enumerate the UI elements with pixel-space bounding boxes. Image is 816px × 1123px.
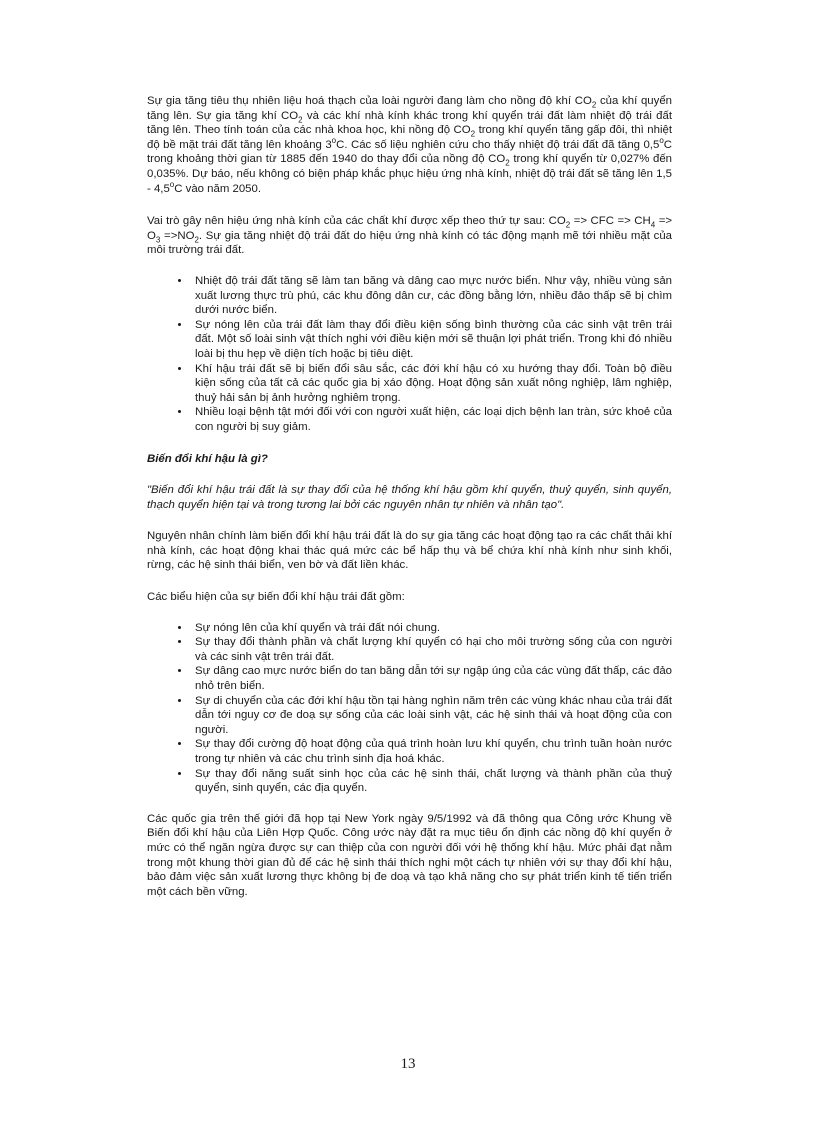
list-item: • Nhiệt độ trái đất tăng sẽ làm tan băng và dâng cao mực nước biển. Như vậy, nhiều vùng sản xuất lương thực trù phú, các khu đông dân cư, các đồng bằng lớn, nhiều đảo thấp sẽ bị chìm dưới nước biển. (191, 274, 672, 318)
list-item: • Sự thay đổi thành phần và chất lượng khí quyển có hại cho môi trường sống của con người và các sinh vật trên trái đất. (191, 635, 672, 664)
list-item: • Sự thay đổi cường độ hoạt động của quá trình hoàn lưu khí quyển, chu trình tuần hoàn nước trong tự nhiên và các chu trình sinh địa hoá khác. (191, 737, 672, 766)
paragraph-greenhouse-gases: Vai trò gây nên hiệu ứng nhà kính của các chất khí được xếp theo thứ tự sau: $CO_2$ => CFC => $CH_4 => O_3 =>NO_2$. Sự gia tăng nhiệt độ trái đất do hiệu ứng nhà kính có tác động mạnh mẽ tới nhiều mặt của môi trường trái đất. (147, 215, 672, 257)
list-item: • Nhiều loại bệnh tật mới đối với con người xuất hiện, các loại dịch bệnh lan tràn, sức khoẻ của con người bị suy giảm. (191, 405, 672, 434)
paragraph-cause: Nguyên nhân chính làm biến đổi khí hậu trái đất là do sự gia tăng các hoạt động tạo ra các chất thải khí nhà kính, các hoạt động khai thác quá mức các bể hấp thụ và bể chứa khí nhà kính như sinh khối, rừng, các hệ sinh thái biển, ven bờ và đất liền khác. (147, 530, 672, 572)
list-item: • Khí hậu trái đất sẽ bị biến đổi sâu sắc, các đới khí hậu có xu hướng thay đổi. Toàn bộ điều kiện sống của tất cả các quốc gia bị xáo động. Hoạt động sản xuất nông nghiệp, lâm nghiệp, thuỷ hải sản bị ảnh hưởng nghiêm trọng. (191, 362, 672, 406)
list-item: • Sự thay đổi năng suất sinh học của các hệ sinh thái, chất lượng và thành phần của thuỷ quyển, sinh quyển, các địa quyển. (191, 767, 672, 796)
list-item: • Sự nóng lên của khí quyển và trái đất nói chung. (191, 621, 672, 636)
impacts-list (147, 274, 672, 435)
document-body (147, 94, 672, 917)
section-heading: Biến đổi khí hậu là gì? (147, 453, 268, 466)
paragraph-co2-increase: Sự gia tăng tiêu thụ nhiên liệu hoá thạch của loài người đang làm cho nồng độ khí $CO_2$ của khí quyển tăng lên. Sự gia tăng khí $CO_2$ và các khí nhà kính khác trong khí quyển trái đất làm nhiệt độ trái đất tăng lên. Theo tính toán của các nhà khoa học, khi nồng độ $CO_2$ trong khí quyển tăng gấp đôi, thì nhiệt độ bề mặt trái đất tăng lên khoảng 3$^o$C. Các số liệu nghiên cứu cho thấy nhiệt độ trái đất đã tăng 0,5$^o$C trong khoảng thời gian từ 1885 đến 1940 do thay đổi của nồng độ $CO_2$ trong khí quyển từ 0,027% đến 0,035%. Dự báo, nếu không có biện pháp khắc phục hiệu ứng nhà kính, nhiệt độ trái đất sẽ tăng lên 1,5 - 4,5$^o$C vào năm 2050. (147, 95, 673, 195)
list-item: • Sự dâng cao mực nước biển do tan băng dẫn tới sự ngập úng của các vùng đất thấp, các đảo nhỏ trên biển. (191, 664, 672, 693)
list-item: • Sự di chuyển của các đới khí hậu tồn tại hàng nghìn năm trên các vùng khác nhau của trái đất dẫn tới nguy cơ đe doạ sự sống của các loài sinh vật, các hệ sinh thái và hoạt động của con người. (191, 694, 672, 738)
paragraph-manifestations-intro: Các biểu hiện của sự biến đổi khí hậu trái đất gồm: (147, 591, 405, 604)
definition-quote: "Biến đổi khí hậu trái đất là sự thay đổi của hệ thống khí hậu gồm khí quyển, thuỷ quyển, sinh quyển, thạch quyển hiện tại và trong tương lai bởi các nguyên nhân tự nhiên và nhân tạo". (147, 484, 672, 511)
paragraph-convention: Các quốc gia trên thế giới đã họp tại New York ngày 9/5/1992 và đã thông qua Công ước Khung về Biến đổi khí hậu của Liên Hợp Quốc. Công ước này đặt ra mục tiêu ổn định các nồng độ khí quyển ở mức có thể ngăn ngừa được sự can thiệp của con người đối với hệ thống khí hậu. Mức phải đạt nằm trong một khung thời gian đủ để các hệ sinh thái thích nghi một cách tự nhiên với sự thay đổi khí hậu, bảo đảm việc sản xuất lương thực không bị đe doạ và tạo khả năng cho sự phát triển kinh tế tiến triển một cách bền vững. (147, 812, 672, 898)
list-item: • Sự nóng lên của trái đất làm thay đổi điều kiện sống bình thường của các sinh vật trên trái đất. Một số loài sinh vật thích nghi với điều kiện mới sẽ thuận lợi phát triển. Trong khi đó nhiều loài bị thu hẹp về diện tích hoặc bị tiêu diệt. (191, 318, 672, 362)
manifestations-list (147, 621, 672, 796)
page-number: 13 (400, 1056, 416, 1072)
